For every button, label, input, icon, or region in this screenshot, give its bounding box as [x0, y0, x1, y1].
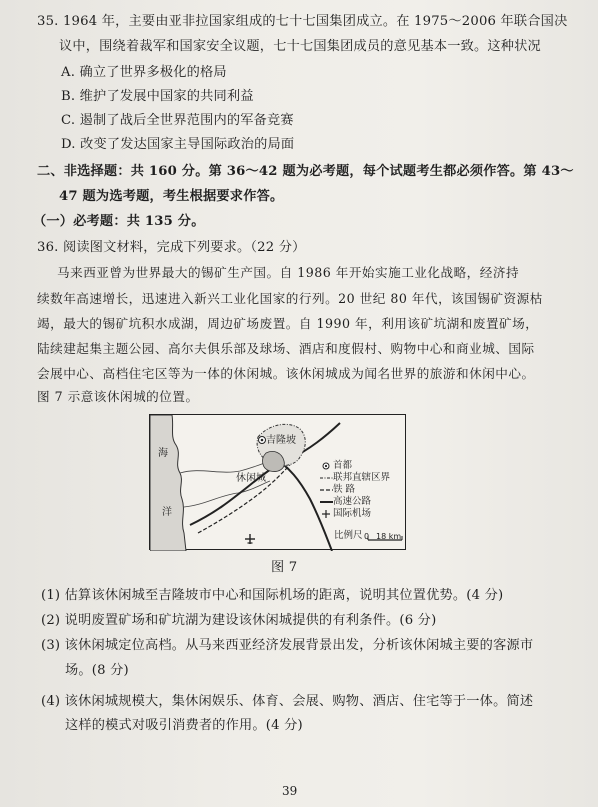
q35-option-b: B. 维护了发展中国家的共同利益	[61, 89, 254, 104]
leisure-city-label: 休闲城	[236, 473, 266, 484]
q36-subquestion-3-line1: (3) 该休闲城定位高档。从马来西亚经济发展背景出发，分析该休闲城主要的客源市	[41, 638, 534, 653]
q36-subquestion-2: (2) 说明废置矿场和矿坑湖为建设该休闲城提供的有利条件。(6 分)	[41, 613, 437, 628]
scale-label: 比例尺	[334, 530, 363, 541]
scale-zero: 0	[364, 532, 370, 541]
q36-passage-line4: 陆续建起集主题公园、高尔夫俱乐部及球场、酒店和度假村、购物中心和商业城、国际	[37, 341, 535, 356]
q35-option-a: A. 确立了世界多极化的格局	[61, 65, 227, 80]
capital-label: 吉隆坡	[266, 435, 296, 446]
q35-stem-line1: 35. 1964 年，主要由亚非拉国家组成的七十七国集团成立。在 1975～2006 年联合国决	[37, 14, 568, 29]
q36-passage-line3: 竭，最大的锡矿坑积水成湖，周边矿场废置。自 1990 年，利用该矿坑湖和废置矿场，	[37, 316, 539, 331]
q36-subquestion-4-line2: 这样的模式对吸引消费者的作用。(4 分)	[65, 718, 303, 733]
q36-title: 36. 阅读图文材料，完成下列要求。（22 分）	[37, 240, 306, 255]
q35-option-c: C. 遏制了战后全世界范围内的军备竞赛	[61, 113, 294, 128]
required-section-heading: （一）必考题：共 135 分。	[33, 214, 205, 229]
q36-passage-line2: 续数年高速增长，迅速进入新兴工业化国家的行列。20 世纪 80 年代，该国锡矿资源枯	[37, 291, 543, 306]
river-north	[180, 459, 275, 473]
section2-heading-line1: 二、非选择题：共 160 分。第 36～42 题为必考题，每个试题考生都必须作答。第 43～	[37, 164, 574, 179]
sea-label-1: 海	[158, 448, 168, 459]
section2-heading-line2: 47 题为选考题，考生根据要求作答。	[59, 189, 284, 204]
sea-label-2: 洋	[162, 507, 172, 518]
legend-airport-symbol	[322, 510, 330, 518]
legend-airport-label: 国际机场	[333, 508, 372, 519]
scale-value: 18 km	[376, 532, 402, 541]
page-number: 39	[282, 784, 298, 798]
q36-passage-line1: 马来西亚曾为世界最大的锡矿生产国。自 1986 年开始实施工业化战略，经济持	[57, 265, 520, 280]
legend-capital-symbol-dot	[325, 465, 327, 467]
q35-option-d: D. 改变了发达国家主导国际政治的局面	[61, 137, 295, 152]
q36-subquestion-1: (1) 估算该休闲城至吉隆坡市中心和国际机场的距离，说明其位置优势。(4 分)	[41, 588, 504, 603]
legend-railway-label: 铁 路	[333, 484, 356, 495]
q36-subquestion-4-line1: (4) 该休闲城规模大，集休闲娱乐、体育、会展、购物、酒店、住宅等于一体。简述	[41, 694, 534, 709]
capital-marker-dot	[261, 439, 264, 442]
figure-caption: 图 7	[271, 560, 298, 575]
legend-boundary-label: 联邦直辖区界	[333, 472, 391, 483]
sea-area	[150, 415, 186, 551]
q36-passage-line5: 会展中心、高档住宅区等为一体的休闲城。该休闲城成为闻名世界的旅游和休闲中心。	[37, 366, 535, 381]
airport-icon	[245, 534, 255, 544]
legend-capital-label: 首都	[333, 460, 353, 471]
q36-passage-line6: 图 7 示意该休闲城的位置。	[37, 389, 199, 404]
legend-expressway-label: 高速公路	[333, 496, 372, 507]
q36-subquestion-3-line2: 场。(8 分)	[65, 663, 129, 678]
q35-stem-line2: 议中，围绕着裁军和国家安全议题，七十七国集团成员的意见基本一致。这种状况	[59, 39, 541, 54]
